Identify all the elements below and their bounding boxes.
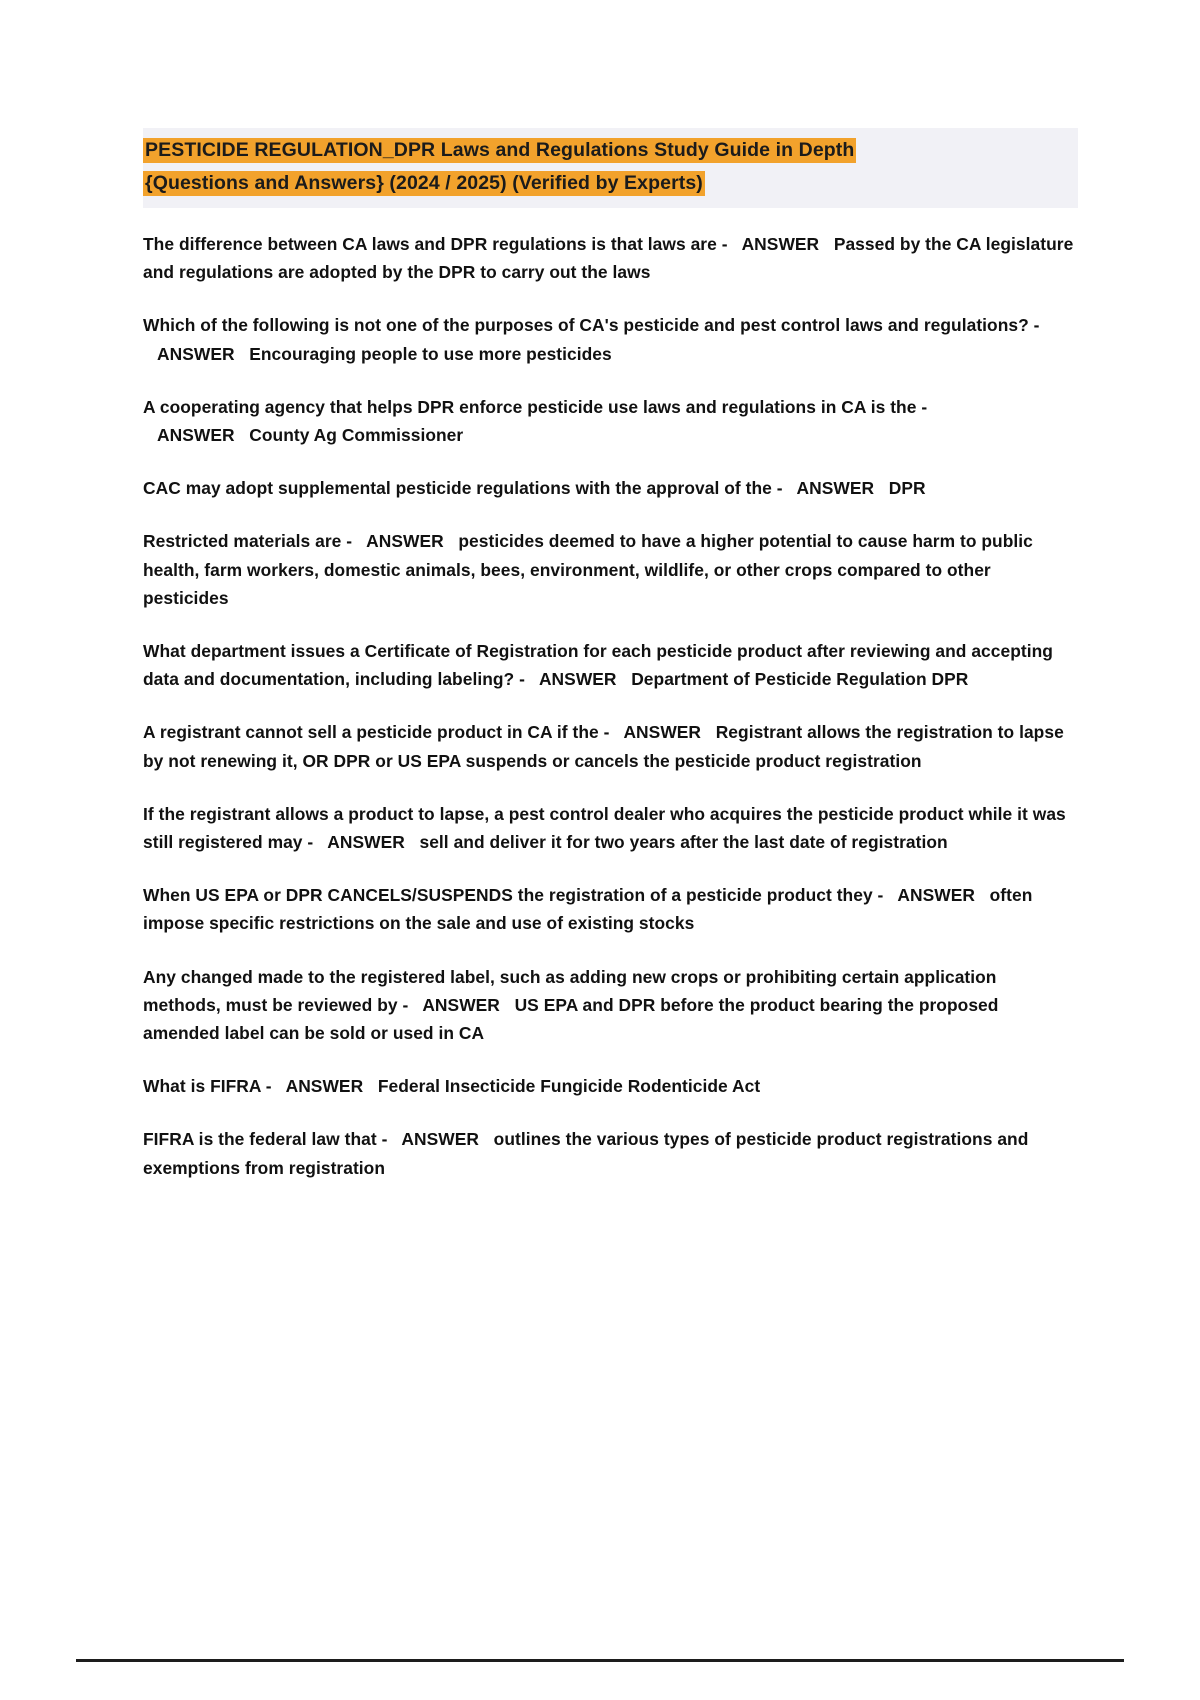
document-title-line-2 [143,167,1078,200]
qa-entry [143,311,1078,367]
qa-answer: Passed by the CA legislature and regulations are adopted by the DPR to carry out the laws [143,234,1074,283]
answer-marker: ANSWER [782,478,889,499]
qa-question: Restricted materials are - [143,531,353,552]
answer-marker: ANSWER [408,994,515,1015]
qa-answer: Registrant allows the registration to lapse by not renewing it, OR DPR or US EPA suspends or cancels the pesticide product registration [143,722,1064,771]
qa-answer: County Ag Commissioner [249,425,464,446]
answer-marker: ANSWER [524,669,632,690]
qa-answer: DPR [888,478,926,499]
answer-marker: ANSWER [609,722,716,743]
qa-question: Any changed made to the registered label, such as adding new crops or prohibiting certain application methods, must be reviewed by - [143,966,997,1015]
answer-marker: ANSWER [352,531,459,552]
qa-answer: US EPA and DPR before the product bearing the proposed amended label can be sold or used in CA [143,994,999,1044]
qa-entry [143,1072,1078,1100]
qa-question: If the registrant allows a product to lapse, a pest control dealer who acquires the pesticide product while it was still registered may - [143,803,1066,853]
footer-divider [76,1659,1124,1662]
document-content [143,128,1078,1182]
title-highlight-2: {Questions and Answers} (2024 / 2025) (Verified by Experts) [145,172,703,194]
qa-entry [143,230,1078,286]
answer-marker: ANSWER [271,1076,378,1097]
answer-marker: ANSWER [313,832,420,853]
answer-marker: ANSWER [387,1129,494,1150]
qa-entry [143,474,1078,502]
qa-question: FIFRA is the federal law that - [143,1129,388,1150]
qa-question: A cooperating agency that helps DPR enforce pesticide use laws and regulations in CA is the - [143,396,928,417]
qa-question: When US EPA or DPR CANCELS/SUSPENDS the registration of a pesticide product they - [143,885,884,906]
qa-entry [143,718,1078,774]
qa-answer: outlines the various types of pesticide product registrations and exemptions from registration [143,1129,1029,1178]
qa-entry-list [143,230,1078,1182]
answer-marker: ANSWER [727,234,834,254]
document-title-block [143,128,1078,208]
answer-marker: ANSWER [883,885,990,906]
qa-entry [143,800,1078,856]
qa-question: What department issues a Certificate of Registration for each pesticide product after reviewing and accepting data and documentation, including labeling? - [143,641,1053,690]
qa-question: What is FIFRA - [143,1076,272,1097]
answer-marker: ANSWER [143,425,250,446]
qa-entry [143,637,1078,693]
document-title-line-1 [143,134,1078,167]
qa-question: CAC may adopt supplemental pesticide regulations with the approval of the - [143,478,783,499]
qa-answer: sell and deliver it for two years after the last date of registration [419,832,948,853]
qa-answer: Encouraging people to use more pesticides [249,343,612,364]
answer-marker: ANSWER [143,343,250,364]
qa-answer: Department of Pesticide Regulation DPR [631,669,969,690]
qa-entry [143,963,1078,1048]
qa-entry [143,527,1078,612]
qa-question: Which of the following is not one of the purposes of CA's pesticide and pest control laws and regulations? - [143,315,1040,336]
qa-answer: often impose specific restrictions on the sale and use of existing stocks [143,885,1033,934]
title-highlight-1: PESTICIDE REGULATION_DPR Laws and Regulations Study Guide in Depth [145,139,855,161]
qa-answer: Federal Insecticide Fungicide Rodenticide Act [377,1076,761,1097]
qa-question: A registrant cannot sell a pesticide product in CA if the - [143,722,610,743]
qa-question: The difference between CA laws and DPR regulations is that laws are - [143,234,728,254]
qa-entry [143,1125,1078,1181]
qa-entry [143,881,1078,937]
qa-answer: pesticides deemed to have a higher potential to cause harm to public health, farm workers, domestic animals, bees, environment, wildlife, or other crops compared to other pesticides [143,531,1033,608]
qa-entry [143,393,1078,449]
